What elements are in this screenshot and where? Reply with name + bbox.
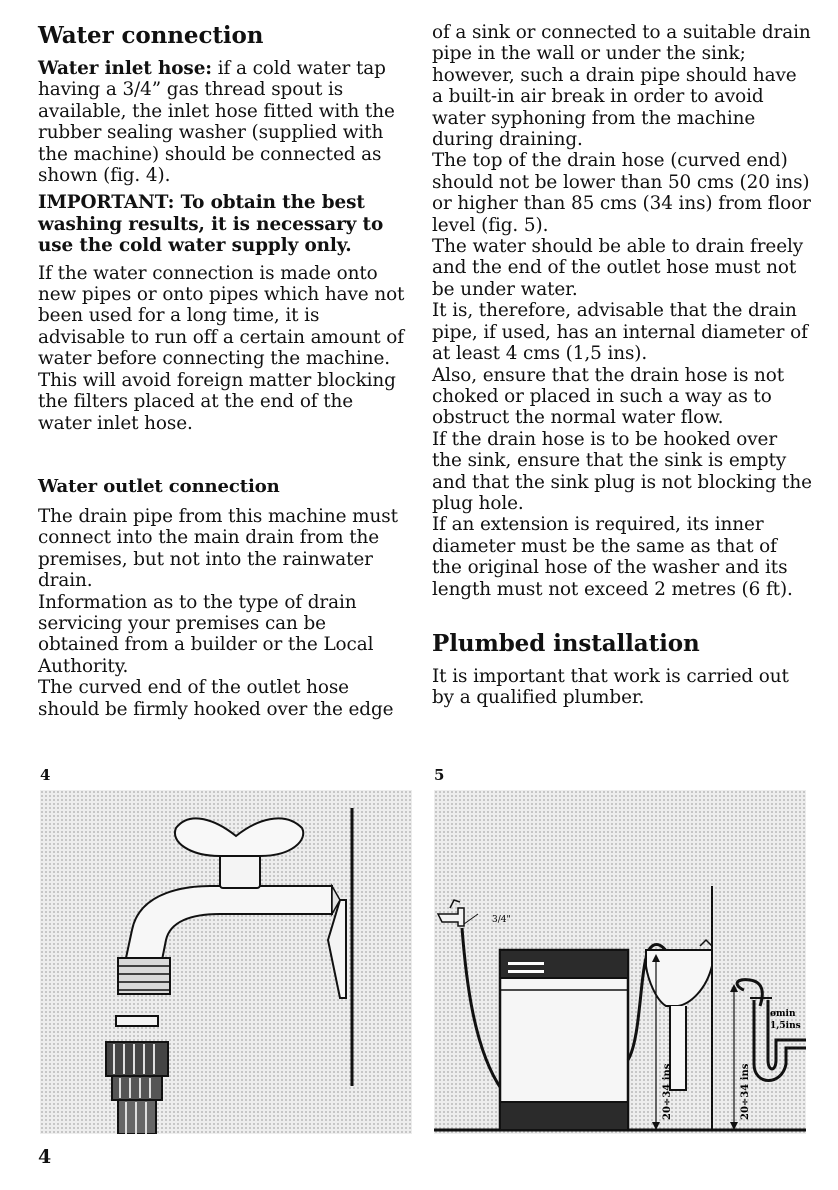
tap-body [126, 886, 332, 960]
outlet-paragraph-1: The drain pipe from this machine must connect into the main drain from the premises, but not into the rainwater drain. [38, 505, 398, 592]
figure-4-number: 4 [40, 766, 51, 784]
drain-paragraph-7: If an extension is required, its inner diameter must be the same as that of the original hose of the washer and its length must not exceed 2 metres (6 ft). [432, 514, 793, 600]
water-connection-heading: Water connection [38, 22, 264, 49]
drain-paragraph-6: If the drain hose is to be hooked over the sink, ensure that the sink is empty and that the sink plug is not blocking the plug hole. [432, 428, 812, 514]
thread-size-label: 3/4" [492, 915, 511, 925]
figure-5-number: 5 [434, 766, 445, 784]
outlet-paragraph-3: The curved end of the outlet hose should be firmly hooked over the edge [38, 677, 394, 720]
page-number: 4 [38, 1146, 52, 1168]
height-label-right: 20÷34 ins [740, 1063, 751, 1120]
tap-hose-drawing [40, 790, 412, 1134]
outlet-paragraph-2: Information as to the type of drain servicing your premises can be obtained from a builder or the Local Authority. [38, 591, 374, 677]
figure-4-tap-illustration [40, 790, 412, 1134]
tap-handle [175, 818, 303, 856]
plumbed-installation-text: It is important that work is carried out by a qualified plumber. [432, 665, 789, 709]
right-column [432, 22, 812, 709]
inlet-hose-label: Water inlet hose: [38, 58, 212, 79]
diameter-label-2: 1,5ins [770, 1021, 801, 1031]
drain-height-drawing [434, 790, 806, 1134]
plumbed-installation-heading: Plumbed installation [432, 629, 700, 657]
left-column [38, 22, 410, 720]
important-note: IMPORTANT: To obtain the best washing results, it is necessary to use the cold water supply only. [38, 192, 384, 257]
new-pipes-paragraph: If the water connection is made onto new pipes or onto pipes which have not been used for a long time, it is advisable to run off a certain amount of water before connecting the machine. This will avoid foreign matter blocking the filters placed at the end of the water inlet hose. [38, 262, 405, 434]
rubber-washer [116, 1016, 158, 1026]
inlet-hose-paragraph [38, 58, 410, 186]
inlet-hose-text: if a cold water tap having a 3/4” gas thread spout is available, the inlet hose fitted with the rubber sealing washer (supplied with the machine) should be connected as shown (fig. 4). [38, 58, 395, 187]
drain-paragraph-4: It is, therefore, advisable that the drain pipe, if used, has an internal diameter of at least 4 cms (1,5 ins). [432, 300, 808, 365]
water-outlet-heading: Water outlet connection [38, 475, 280, 497]
figure-5-drain-illustration [434, 790, 806, 1134]
hose-coupling [106, 1042, 168, 1134]
washing-machine [500, 950, 628, 1130]
height-label-left: 20÷34 ins [662, 1063, 673, 1120]
height-dimension-right [730, 984, 738, 1130]
drain-paragraph-3: The water should be able to drain freely and the end of the outlet hose must not be under water. [432, 236, 804, 300]
drain-paragraph-2: The top of the drain hose (curved end) should not be lower than 50 cms (20 ins) or higher than 85 cms (34 ins) from floor level (fig. 5). [432, 150, 811, 236]
drain-paragraph-5: Also, ensure that the drain hose is not choked or placed in such a way as to obstruct the normal water flow. [432, 364, 785, 429]
diameter-label-1: ømin [770, 1009, 796, 1019]
valve-stem [220, 852, 260, 888]
tap-icon [438, 908, 464, 926]
spout-thread [118, 958, 170, 994]
inlet-hose [462, 928, 502, 1090]
drain-paragraph-1: of a sink or connected to a suitable drain pipe in the wall or under the sink; however, such a drain pipe should have a built-in air break in order to avoid water syphoning from the machine during draining. [432, 22, 811, 151]
